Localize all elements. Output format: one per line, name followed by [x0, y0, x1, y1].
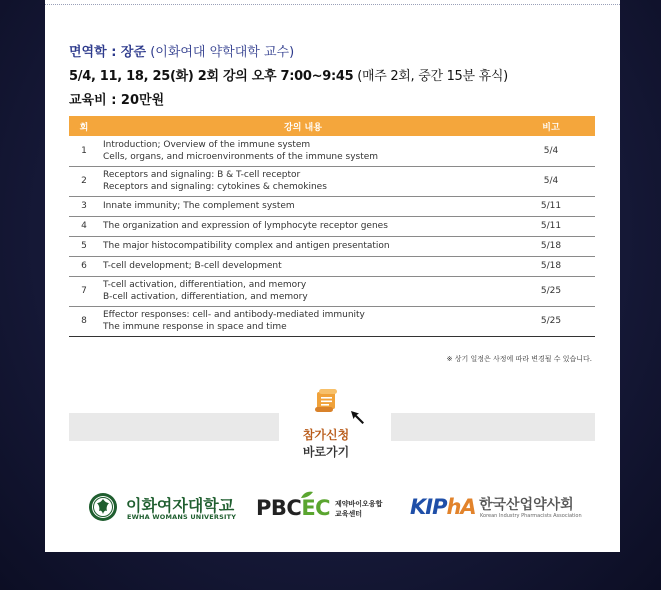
- row-number: 8: [69, 306, 99, 336]
- table-row: [69, 136, 595, 166]
- apply-label-line1: 참가신청: [302, 428, 350, 442]
- kipha-logo[interactable]: [410, 490, 580, 524]
- row-topic: [99, 236, 507, 256]
- syllabus-body: [69, 136, 595, 336]
- topic-line: T-cell activation, differentiation, and memory: [103, 280, 307, 290]
- apply-button[interactable]: [288, 388, 372, 458]
- row-number: 6: [69, 256, 99, 276]
- row-date: 5/18: [507, 236, 595, 256]
- row-topic: [99, 216, 507, 236]
- header-topic: 강의 내용: [99, 116, 507, 136]
- row-date: 5/11: [507, 216, 595, 236]
- left-divider-bar: [69, 413, 279, 441]
- row-topic: [99, 256, 507, 276]
- row-number: 2: [69, 166, 99, 196]
- table-row: [69, 236, 595, 256]
- fee-line: 교육비 : 20만원: [69, 93, 165, 108]
- ewha-korean-name: 이화여자대학교: [126, 496, 235, 515]
- row-date: 5/4: [507, 166, 595, 196]
- pbcec-mark-accent: EC: [301, 496, 331, 520]
- row-date: 5/25: [507, 306, 595, 336]
- top-dotted-divider: [45, 4, 620, 5]
- topic-line: T-cell development; B-cell development: [103, 261, 282, 271]
- row-topic: [99, 306, 507, 336]
- schedule-change-note: ※ 상기 일정은 사정에 따라 변경될 수 있습니다.: [446, 355, 592, 363]
- row-topic: [99, 276, 507, 306]
- pbcec-mark-main: PBC: [256, 496, 302, 520]
- row-date: 5/4: [507, 136, 595, 166]
- ewha-logo[interactable]: [88, 490, 238, 524]
- kipha-korean-name: 한국산업약사회: [479, 497, 574, 513]
- pbcec-subtitle-1: 제약바이오융합: [335, 500, 383, 508]
- syllabus-table: [69, 116, 595, 337]
- scroll-icon: [314, 388, 340, 414]
- topic-line: Cells, organs, and microenvironments of the immune system: [103, 151, 379, 162]
- kipha-mark-main: KIP: [410, 495, 447, 519]
- topic-line: Receptors and signaling: cytokines & chemokines: [103, 182, 327, 192]
- topic-line: The immune response in space and time: [103, 322, 287, 332]
- topic-line: The major histocompatibility complex and antigen presentation: [103, 241, 390, 251]
- row-date: 5/25: [507, 276, 595, 306]
- row-number: 7: [69, 276, 99, 306]
- header-note: 비고: [507, 116, 595, 136]
- kipha-english-name: Korean Industry Pharmacists Association: [480, 513, 582, 519]
- row-topic: [99, 136, 507, 166]
- row-number: 1: [69, 136, 99, 166]
- apply-label-line2: 바로가기: [302, 445, 350, 459]
- row-topic: [99, 166, 507, 196]
- schedule-detail: (매주 2회, 중간 15분 휴식): [357, 69, 508, 84]
- row-number: 3: [69, 196, 99, 216]
- row-date: 5/18: [507, 256, 595, 276]
- table-row: [69, 166, 595, 196]
- topic-line: Introduction; Overview of the immune system: [103, 139, 311, 150]
- lecturer-line: [69, 41, 294, 60]
- table-row: [69, 216, 595, 236]
- table-row: [69, 276, 595, 306]
- pbcec-wordmark: [256, 496, 330, 520]
- topic-line: Innate immunity; The complement system: [103, 201, 295, 211]
- kipha-wordmark: [410, 495, 476, 519]
- topic-line: Receptors and signaling: B & T-cell receptor: [103, 170, 301, 180]
- lecturer-affiliation: (이화여대 약학대학 교수): [150, 45, 295, 60]
- table-row: [69, 256, 595, 276]
- pbcec-logo[interactable]: [256, 490, 396, 524]
- header-no: 회: [69, 116, 99, 136]
- topic-line: The organization and expression of lymphocyte receptor genes: [103, 221, 388, 231]
- table-row: [69, 196, 595, 216]
- lecturer-name: 면역학 : 장준: [69, 45, 147, 60]
- table-row: [69, 306, 595, 336]
- ewha-seal-icon: [88, 492, 118, 522]
- ewha-english-name: EWHA WOMANS UNIVERSITY: [127, 513, 237, 521]
- schedule-main: 5/4, 11, 18, 25(화) 2회 강의 오후 7:00~9:45: [69, 69, 354, 84]
- kipha-mark-accent: hA: [446, 495, 476, 519]
- row-date: 5/11: [507, 196, 595, 216]
- topic-line: Effector responses: cell- and antibody-mediated immunity: [103, 310, 365, 320]
- right-divider-bar: [391, 413, 595, 441]
- pbcec-subtitle-2: 교육센터: [335, 510, 363, 518]
- topic-line: B-cell activation, differentiation, and memory: [103, 292, 308, 302]
- cursor-arrow-icon: [350, 410, 366, 426]
- row-number: 4: [69, 216, 99, 236]
- row-number: 5: [69, 236, 99, 256]
- table-header-row: [69, 116, 595, 136]
- row-topic: [99, 196, 507, 216]
- schedule-line: [69, 65, 508, 84]
